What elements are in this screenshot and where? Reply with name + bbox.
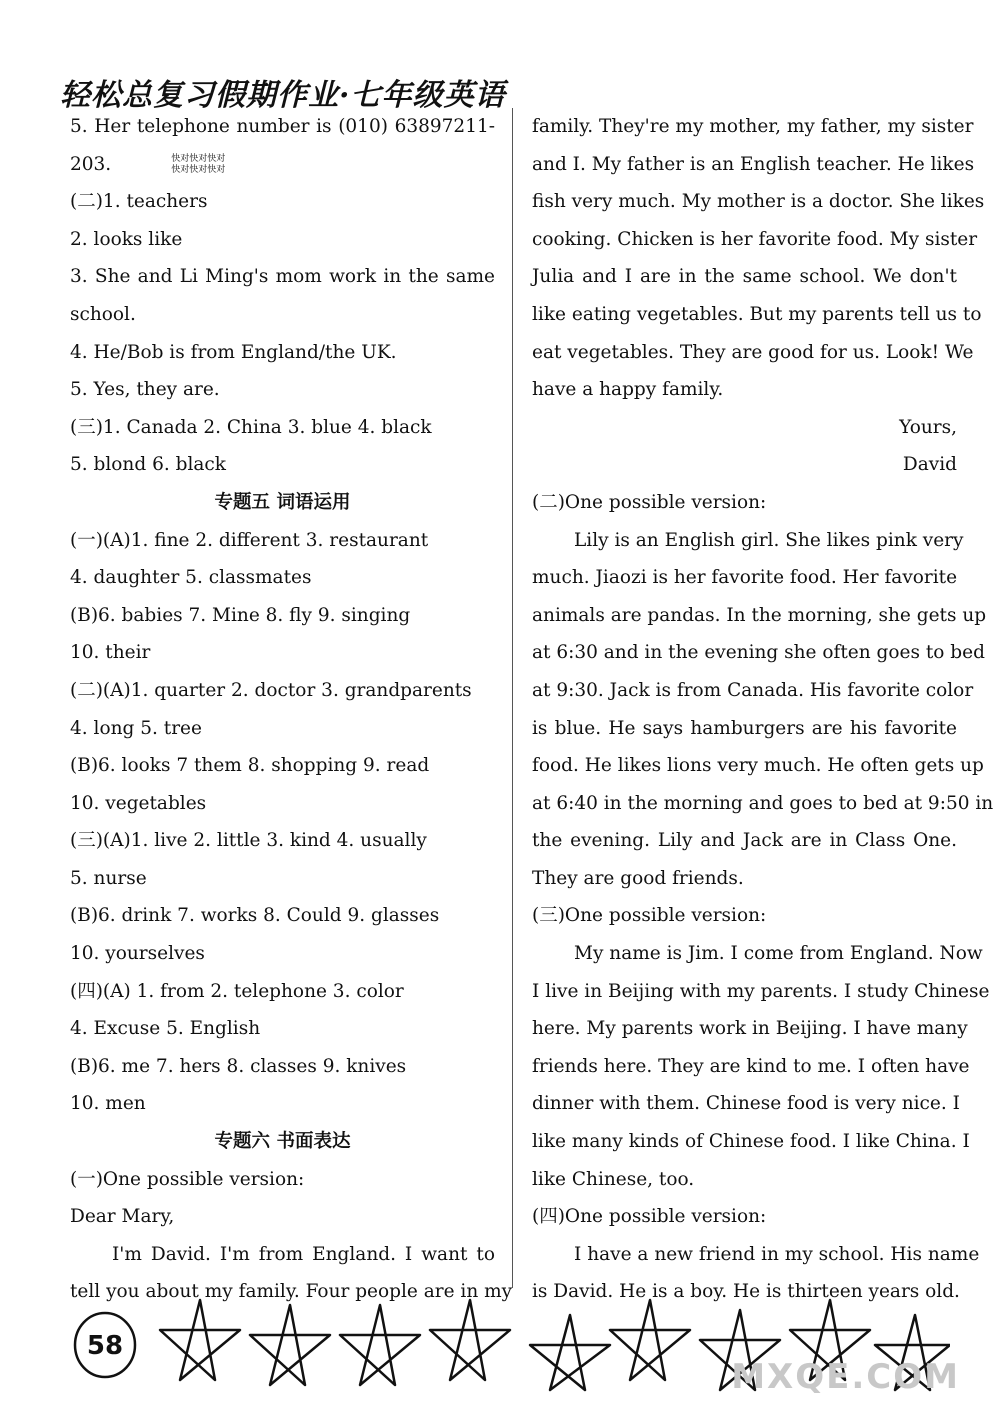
essay-line: food. He likes lions very much. He often gets up xyxy=(532,755,984,777)
section-heading: 专题五 词语运用 xyxy=(214,491,351,513)
answer-line: 3. She and Li Ming's mom work in the same xyxy=(70,266,495,288)
essay-line: cooking. Chicken is her favorite food. My sister xyxy=(532,228,978,250)
essay-line: I have a new friend in my school. His name xyxy=(574,1243,980,1265)
page-header-title: 轻松总复习假期作业·七年级英语 xyxy=(60,78,506,113)
essay-line: the evening. Lily and Jack are in Class One. xyxy=(532,830,957,852)
answer-line: 5. nurse xyxy=(70,867,147,889)
left-column xyxy=(70,108,513,1311)
answer-line: (B)6. looks 7 them 8. shopping 9. read xyxy=(70,755,430,777)
answer-line: 4. Excuse 5. English xyxy=(70,1018,261,1040)
answer-line: (B)6. me 7. hers 8. classes 9. knives xyxy=(70,1055,407,1077)
stamp-note-line: 快对快对快对 xyxy=(171,164,226,175)
answer-line: 10. yourselves xyxy=(70,943,205,965)
section-heading: 专题六 书面表达 xyxy=(214,1131,351,1153)
essay-line: My name is Jim. I come from England. Now xyxy=(574,943,983,965)
essay-heading: (二)One possible version: xyxy=(532,491,767,513)
essay-line: family. They're my mother, my father, my sister xyxy=(532,116,974,137)
answer-line: (三)1. Canada 2. China 3. blue 4. black xyxy=(70,416,432,438)
essay-line: Lily is an English girl. She likes pink very xyxy=(574,529,964,551)
essay-line: fish very much. My mother is a doctor. She likes xyxy=(532,191,985,213)
answer-line: 5. blond 6. black xyxy=(70,454,226,476)
essay-line: at 6:30 and in the evening she often goes to bed xyxy=(532,642,985,664)
answer-line: (B)6. babies 7. Mine 8. fly 9. singing xyxy=(70,604,411,626)
star-doodle-icon xyxy=(340,1305,420,1385)
column-divider xyxy=(512,108,513,1288)
answer-line: (一)One possible version: xyxy=(70,1168,305,1190)
essay-line: like eating vegetables. But my parents tell us to xyxy=(532,303,982,325)
answer-line: 2. looks like xyxy=(70,228,183,250)
answer-line: 4. daughter 5. classmates xyxy=(70,567,312,589)
answer-line: 5. Her telephone number is (010) 63897211- xyxy=(70,116,495,137)
essay-line: and I. My father is an English teacher. He likes xyxy=(532,153,975,175)
essay-line: at 9:30. Jack is from Canada. His favorite color xyxy=(532,679,974,701)
star-doodle-icon xyxy=(250,1305,330,1385)
essay-line: is blue. He says hamburgers are his favorite xyxy=(532,717,957,739)
answer-line xyxy=(70,146,495,184)
answer-line: 10. men xyxy=(70,1093,146,1115)
essay-line: animals are pandas. In the morning, she gets up xyxy=(532,604,987,626)
essay-line: Julia and I are in the same school. We don't xyxy=(532,266,957,288)
essay-line: much. Jiaozi is her favorite food. Her favorite xyxy=(532,567,958,589)
watermark: MXQE.COM xyxy=(731,1357,960,1397)
answer-text: 203. xyxy=(70,153,112,175)
answer-line: (B)6. drink 7. works 8. Could 9. glasses xyxy=(70,905,440,927)
answer-line: (二)1. teachers xyxy=(70,191,208,213)
star-doodle-icon xyxy=(610,1300,690,1380)
answer-line: (二)(A)1. quarter 2. doctor 3. grandparents xyxy=(70,679,472,701)
right-column xyxy=(532,108,994,1311)
star-doodle-icon xyxy=(160,1300,240,1380)
stamp-note xyxy=(171,154,225,176)
star-doodle-icon xyxy=(430,1300,510,1380)
stamp-note-line: 快对快对快对 xyxy=(171,153,226,164)
answer-line: (四)(A) 1. from 2. telephone 3. color xyxy=(70,980,404,1002)
essay-line: like many kinds of Chinese food. I like China. I xyxy=(532,1131,970,1153)
essay-line: have a happy family. xyxy=(532,379,724,401)
essay-heading: (三)One possible version: xyxy=(532,905,767,927)
essay-line: dinner with them. Chinese food is very nice. I xyxy=(532,1093,960,1115)
answer-line: 10. their xyxy=(70,642,151,664)
answer-line: 5. Yes, they are. xyxy=(70,379,220,401)
letter-signature: David xyxy=(902,454,957,476)
essay-line: I live in Beijing with my parents. I study Chinese xyxy=(532,980,990,1002)
answer-line: 4. He/Bob is from England/the UK. xyxy=(70,341,397,363)
answer-line: 10. vegetables xyxy=(70,792,207,814)
page-number: 58 xyxy=(86,1331,124,1361)
answer-line: Dear Mary, xyxy=(70,1206,175,1228)
essay-line: at 6:40 in the morning and goes to bed at 9:50 in xyxy=(532,792,994,814)
essay-heading: (四)One possible version: xyxy=(532,1206,767,1228)
letter-closing: Yours, xyxy=(899,416,957,438)
answer-line: I'm David. I'm from England. I want to xyxy=(112,1243,495,1265)
answer-line: 4. long 5. tree xyxy=(70,717,202,739)
answer-line: (一)(A)1. fine 2. different 3. restaurant xyxy=(70,529,429,551)
star-doodle-icon xyxy=(530,1315,610,1390)
essay-line: like Chinese, too. xyxy=(532,1168,695,1190)
essay-line: friends here. They are kind to me. I often have xyxy=(532,1055,970,1077)
answer-line: (三)(A)1. live 2. little 3. kind 4. usually xyxy=(70,830,427,852)
essay-line: They are good friends. xyxy=(532,867,744,889)
answer-line: tell you about my family. Four people are in my xyxy=(70,1281,513,1303)
answer-line: school. xyxy=(70,303,136,325)
essay-line: eat vegetables. They are good for us. Look! We xyxy=(532,341,974,363)
essay-line: here. My parents work in Beijing. I have many xyxy=(532,1018,968,1040)
essay-line: is David. He is a boy. He is thirteen years old. xyxy=(532,1281,960,1303)
